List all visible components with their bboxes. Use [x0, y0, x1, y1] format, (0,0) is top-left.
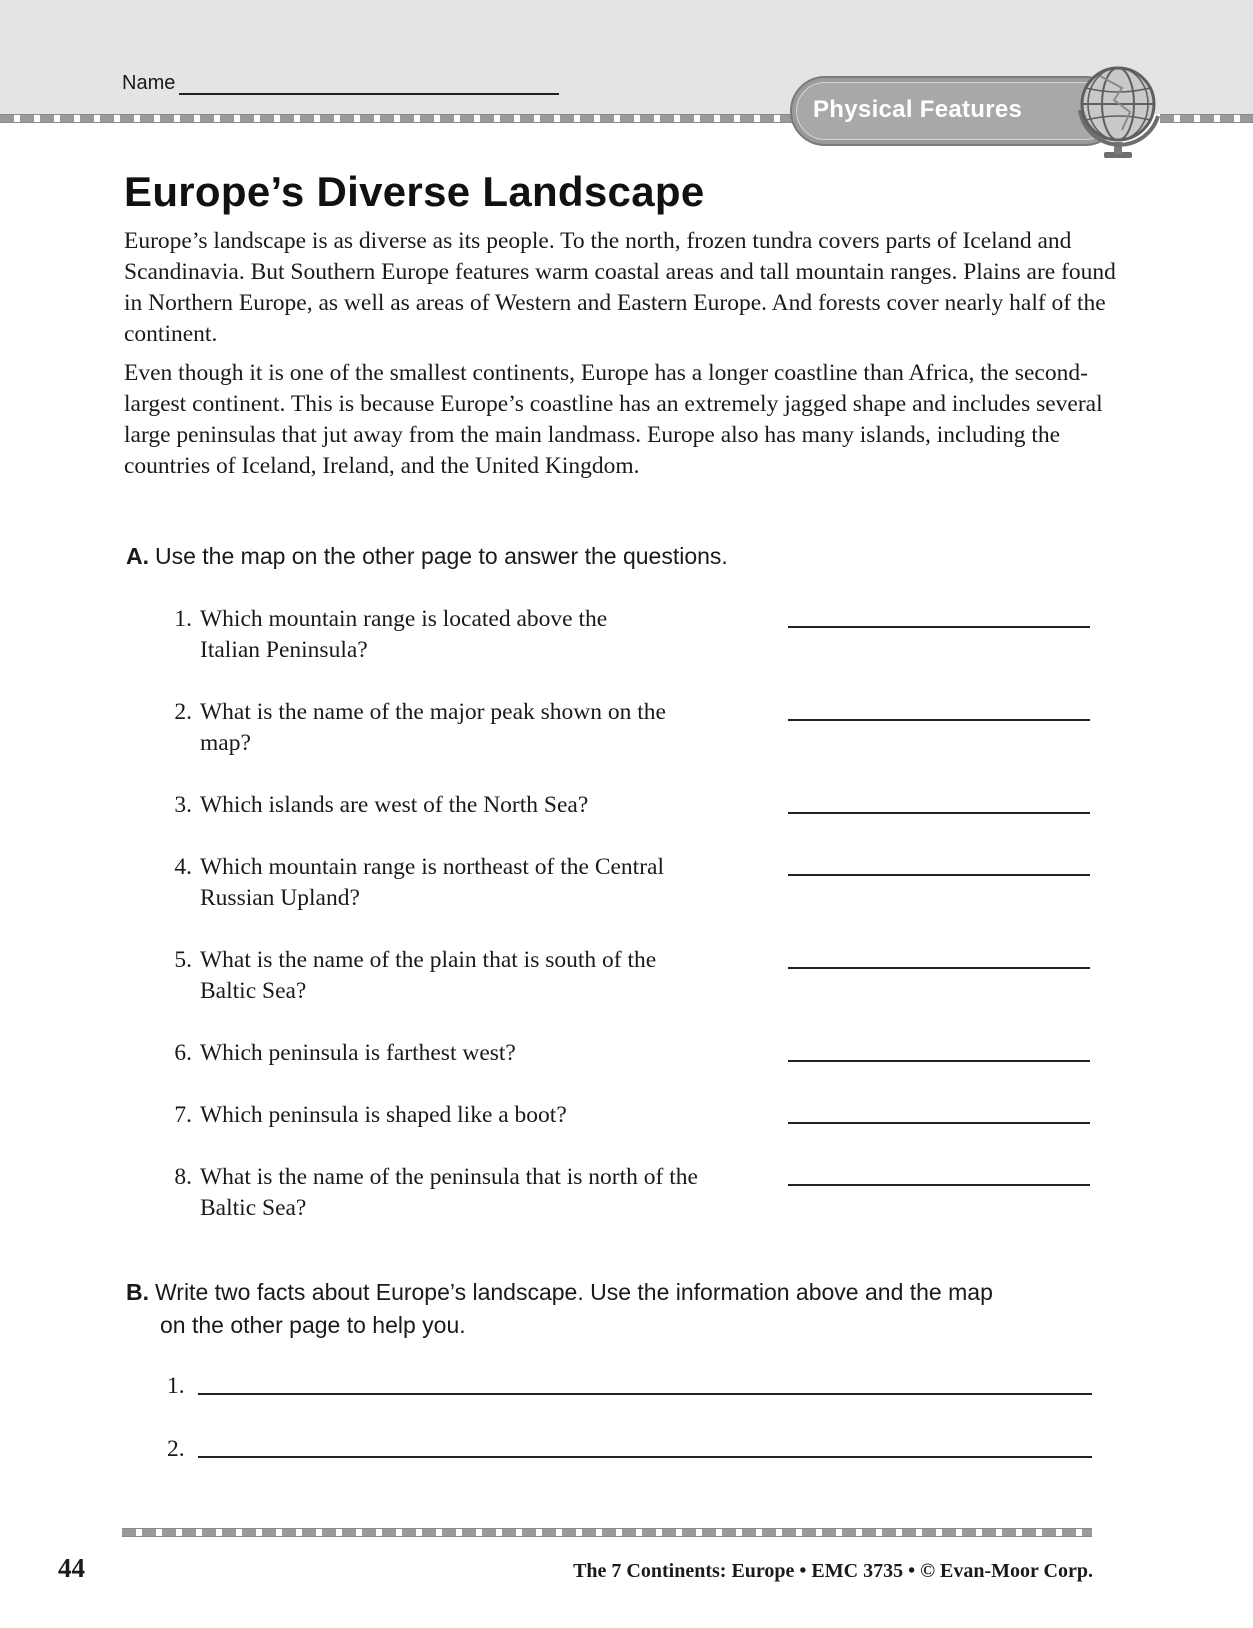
section-a-prompt: A. Use the map on the other page to answer the questions. [126, 543, 728, 569]
header-dashed-rule-right [1160, 114, 1253, 123]
answer-line-7[interactable] [788, 1122, 1090, 1124]
footer-credit: The 7 Continents: Europe • EMC 3735 • © Evan-Moor Corp. [573, 1560, 1093, 1582]
section-label: Physical Features [813, 96, 1023, 123]
question-2: 2. What is the name of the major peak shown on the map? [174, 699, 666, 756]
section-b-letter: B. [126, 1279, 149, 1305]
section-a-letter: A. [126, 543, 149, 569]
name-field [122, 72, 559, 95]
page-title: Europe’s Diverse Landscape [124, 168, 705, 215]
question-3: 3. Which islands are west of the North Sea? [174, 792, 589, 818]
fact-2-number: 2. [167, 1436, 185, 1462]
globe-icon [1070, 60, 1166, 164]
answer-line-6[interactable] [788, 1060, 1090, 1062]
page-number: 44 [58, 1553, 85, 1583]
answer-line-2[interactable] [788, 719, 1090, 721]
answer-line-5[interactable] [788, 967, 1090, 969]
coastline-paragraph: Even though it is one of the smallest continents, Europe has a longer coastline than Africa, the second-largest continent. This is because Europe’s coastline has an extremely jagged shape and includes several large peninsulas that jut away from the main landmass. Europe also has many islands, including the countries of Iceland, Ireland, and the United Kingdom. [124, 360, 1103, 479]
question-6: 6. Which peninsula is farthest west? [174, 1040, 516, 1066]
question-5: 5. What is the name of the plain that is south of the Baltic Sea? [174, 947, 657, 1004]
name-input-line[interactable] [179, 75, 559, 95]
intro-paragraph: Europe’s landscape is as diverse as its people. To the north, frozen tundra covers parts of Iceland and Scandinavia. But Southern Europe features warm coastal areas and tall mountain ranges. Plains are found in Northern Europe, as well as areas of Western and Eastern Europe. And forests cover nearly half of the continent. [124, 228, 1116, 347]
fact-1-number: 1. [167, 1373, 185, 1399]
question-7: 7. Which peninsula is shaped like a boot? [174, 1102, 567, 1128]
answer-line-8[interactable] [788, 1184, 1090, 1186]
header-dashed-rule [0, 114, 800, 123]
answer-line-3[interactable] [788, 812, 1090, 814]
question-8: 8. What is the name of the peninsula that is north of the Baltic Sea? [174, 1164, 698, 1221]
question-4: 4. Which mountain range is northeast of the Central Russian Upland? [174, 854, 664, 911]
footer-dashed-rule [122, 1528, 1092, 1537]
fact-2-line[interactable] [198, 1456, 1092, 1458]
section-b-prompt: B. Write two facts about Europe’s landscape. Use the information above and the map on the other page to help you. [126, 1279, 993, 1338]
name-label: Name [122, 72, 176, 94]
answer-line-4[interactable] [788, 874, 1090, 876]
question-1: 1. Which mountain range is located above the Italian Peninsula? [174, 606, 608, 663]
fact-1-line[interactable] [198, 1393, 1092, 1395]
answer-line-1[interactable] [788, 626, 1090, 628]
